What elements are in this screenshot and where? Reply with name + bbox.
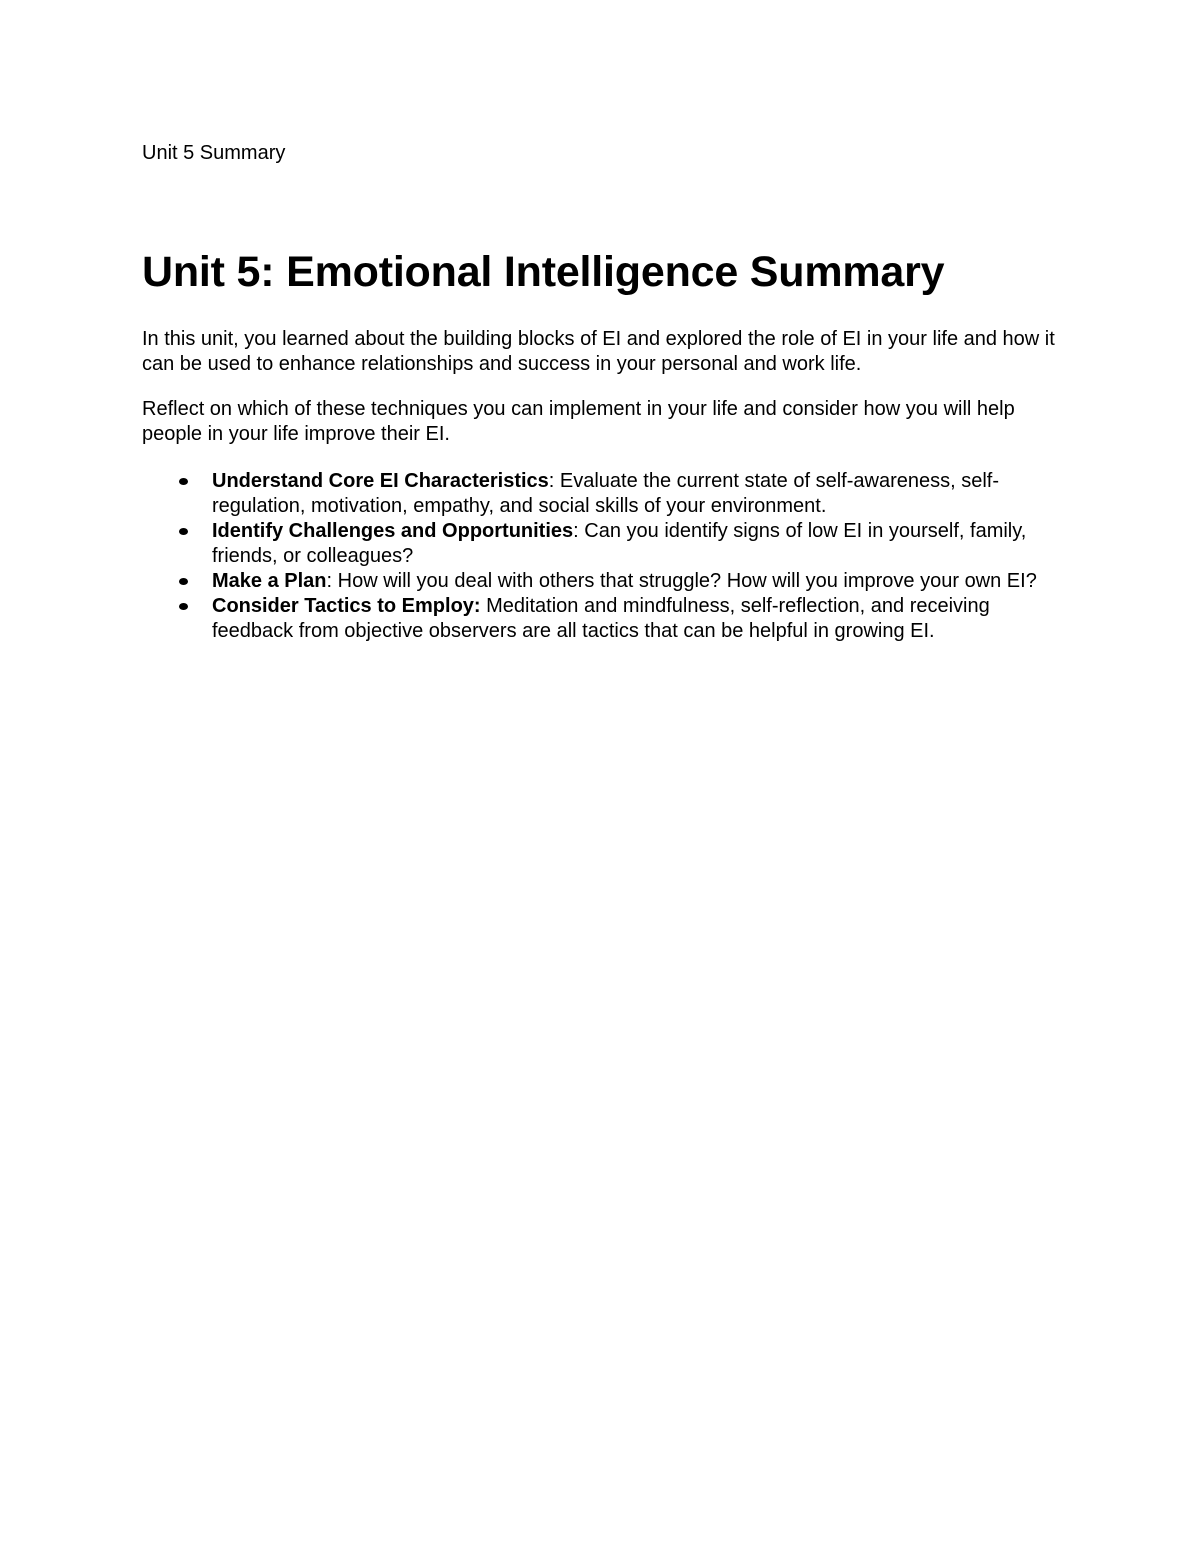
list-item-text: : Can you identify signs of low EI in yourself, family, friends, or colleagues? [212,520,1027,567]
list-item [142,569,1072,594]
list-item [142,519,1072,569]
techniques-list [142,469,1072,644]
bullet-dot-icon [179,603,188,610]
bullet-dot-icon [179,578,188,585]
list-item-term: Identify Challenges and Opportunities [212,520,574,542]
reflect-paragraph: Reflect on which of these techniques you can implement in your life and consider how you will help people in your life improve their EI. [142,398,1015,445]
bullet-dot-icon [179,528,188,535]
list-item [142,594,1072,644]
list-item-term: Make a Plan [212,570,327,592]
list-item [142,469,1072,519]
list-item-term: Understand Core EI Characteristics [212,470,549,492]
intro-paragraph: In this unit, you learned about the building blocks of EI and explored the role of EI in your life and how it can be used to enhance relationships and success in your personal and work life. [142,328,1055,375]
list-item-text: : Evaluate the current state of self-awareness, self-regulation, motivation, empathy, and social skills of your environment. [212,470,999,517]
document-body [142,138,1072,644]
bullet-dot-icon [179,478,188,485]
list-item-text: : How will you deal with others that struggle? How will you improve your own EI? [326,570,1037,592]
document-header-label: Unit 5 Summary [142,142,286,164]
list-item-text: Meditation and mindfulness, self-reflection, and receiving feedback from objective observers are all tactics that can be helpful in growing EI. [212,595,990,642]
document-title: Unit 5: Emotional Intelligence Summary [142,248,945,296]
list-item-term: Consider Tactics to Employ: [212,595,481,617]
